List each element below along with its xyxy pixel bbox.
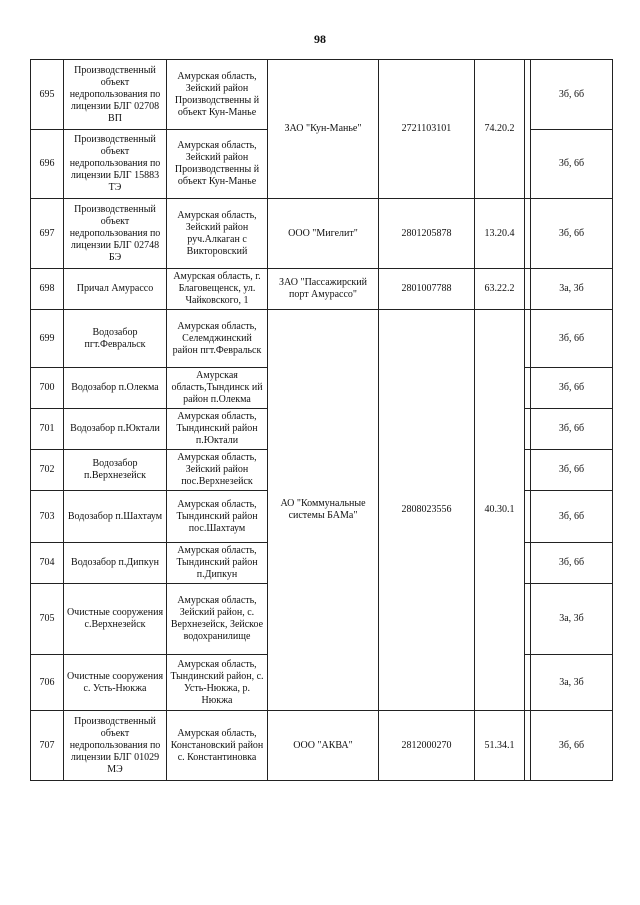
- object-name: Производственный объект недропользования по лицензии БЛГ 01029 МЭ: [64, 711, 167, 781]
- okved-code: 51.34.1: [475, 711, 525, 781]
- category-value: 3б, 6б: [531, 130, 613, 199]
- object-name: Водозабор п.Юктали: [64, 409, 167, 450]
- category-value: 3а, 3б: [531, 584, 613, 655]
- inn-value: 2801205878: [379, 199, 475, 269]
- row-number: 703: [31, 491, 64, 543]
- object-address: Амурская область, Зейский район пос.Верхнезейск: [167, 450, 268, 491]
- object-name: Водозабор п.Олекма: [64, 368, 167, 409]
- table-row: [31, 199, 613, 269]
- object-name: Производственный объект недропользования по лицензии БЛГ 15883 ТЭ: [64, 130, 167, 199]
- category-value: 3б, 6б: [531, 310, 613, 368]
- category-value: 3б, 6б: [531, 199, 613, 269]
- object-name: Очистные сооружения с.Верхнезейск: [64, 584, 167, 655]
- category-value: 3б, 6б: [531, 368, 613, 409]
- row-number: 705: [31, 584, 64, 655]
- organization-name: ООО "АКВА": [268, 711, 379, 781]
- object-address: Амурская область, Зейский район Производственны й объект Кун-Манье: [167, 130, 268, 199]
- row-number: 704: [31, 543, 64, 584]
- row-number: 701: [31, 409, 64, 450]
- table-row: [31, 269, 613, 310]
- object-address: Амурская область, Зейский район руч.Алкаган с Викторовский: [167, 199, 268, 269]
- table-row: [31, 711, 613, 781]
- row-number: 697: [31, 199, 64, 269]
- inn-value: 2721103101: [379, 60, 475, 199]
- row-number: 700: [31, 368, 64, 409]
- object-address: Амурская область, г. Благовещенск, ул. Чайковского, 1: [167, 269, 268, 310]
- category-value: 3а, 3б: [531, 269, 613, 310]
- category-value: 3б, 6б: [531, 409, 613, 450]
- object-name: Водозабор п.Шахтаум: [64, 491, 167, 543]
- object-name: Водозабор п.Верхнезейск: [64, 450, 167, 491]
- okved-code: 13.20.4: [475, 199, 525, 269]
- inn-value: 2808023556: [379, 310, 475, 711]
- category-value: 3б, 6б: [531, 60, 613, 130]
- organization-name: ЗАО "Пассажирский порт Амурассо": [268, 269, 379, 310]
- row-number: 698: [31, 269, 64, 310]
- object-address: Амурская область,Тындинск ий район п.Олекма: [167, 368, 268, 409]
- row-number: 699: [31, 310, 64, 368]
- row-number: 706: [31, 655, 64, 711]
- row-number: 702: [31, 450, 64, 491]
- row-number: 707: [31, 711, 64, 781]
- object-name: Производственный объект недропользования по лицензии БЛГ 02708 ВП: [64, 60, 167, 130]
- row-number: 695: [31, 60, 64, 130]
- table-row: [31, 60, 613, 130]
- category-value: 3б, 6б: [531, 491, 613, 543]
- object-name: Причал Амурассо: [64, 269, 167, 310]
- object-address: Амурская область, Констановский район с. Константиновка: [167, 711, 268, 781]
- category-value: 3б, 6б: [531, 450, 613, 491]
- page-number: 98: [314, 32, 326, 46]
- object-address: Амурская область, Тындинский район п.Юктали: [167, 409, 268, 450]
- registry-table: [30, 59, 613, 781]
- object-address: Амурская область, Зейский район, с. Верхнезейск, Зейское водохранилище: [167, 584, 268, 655]
- organization-name: ЗАО "Кун-Манье": [268, 60, 379, 199]
- organization-name: АО "Коммунальные системы БАМа": [268, 310, 379, 711]
- object-name: Очистные сооружения с. Усть-Нюкжа: [64, 655, 167, 711]
- object-address: Амурская область, Тындинский район п.Дипкун: [167, 543, 268, 584]
- inn-value: 2812000270: [379, 711, 475, 781]
- object-name: Водозабор п.Дипкун: [64, 543, 167, 584]
- object-address: Амурская область, Тындинский район, с. Усть-Нюкжа, р. Нюкжа: [167, 655, 268, 711]
- okved-code: 40.30.1: [475, 310, 525, 711]
- object-address: Амурская область, Селемджинский район пгт.Февральск: [167, 310, 268, 368]
- object-name: Производственный объект недропользования по лицензии БЛГ 02748 БЭ: [64, 199, 167, 269]
- object-address: Амурская область, Зейский район Производственны й объект Кун-Манье: [167, 60, 268, 130]
- category-value: 3б, 6б: [531, 543, 613, 584]
- row-number: 696: [31, 130, 64, 199]
- inn-value: 2801007788: [379, 269, 475, 310]
- category-value: 3б, 6б: [531, 711, 613, 781]
- category-value: 3а, 3б: [531, 655, 613, 711]
- organization-name: ООО "Мигелит": [268, 199, 379, 269]
- okved-code: 74.20.2: [475, 60, 525, 199]
- table-row: [31, 310, 613, 368]
- object-name: Водозабор пгт.Февральск: [64, 310, 167, 368]
- okved-code: 63.22.2: [475, 269, 525, 310]
- object-address: Амурская область, Тындинский район пос.Шахтаум: [167, 491, 268, 543]
